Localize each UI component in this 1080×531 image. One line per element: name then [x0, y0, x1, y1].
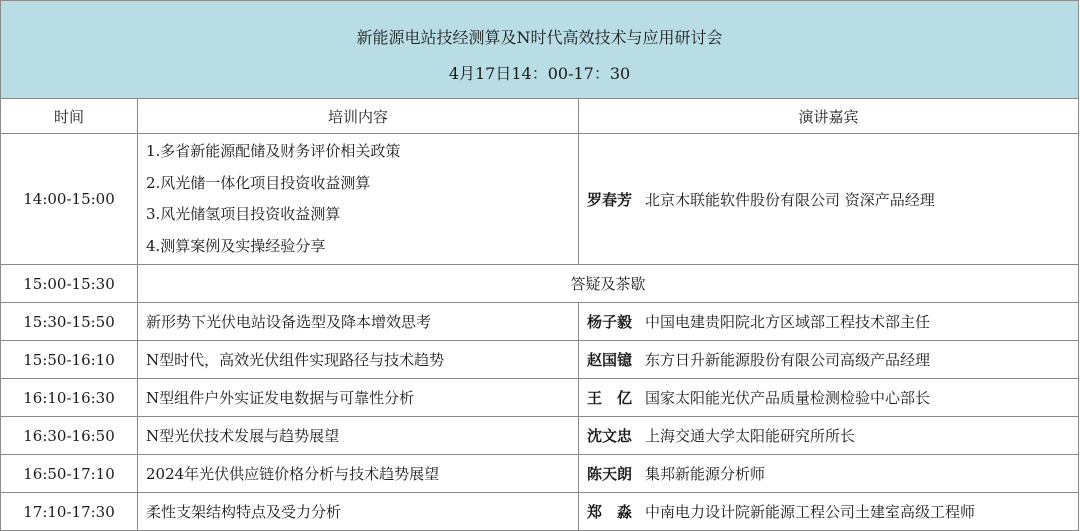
session-time: 16:50-17:10	[1, 455, 138, 493]
agenda-header	[1, 1, 1079, 99]
session-speaker	[579, 417, 1079, 455]
session-content: 新形势下光伏电站设备选型及降本增效思考	[138, 303, 579, 341]
speaker-name: 赵国镱	[587, 351, 633, 369]
table-row	[1, 417, 1079, 455]
content-item: 3.风光储氢项目投资收益测算	[146, 205, 341, 223]
speaker-title: 集邦新能源分析师	[645, 465, 766, 483]
speaker-title: 东方日升新能源股份有限公司高级产品经理	[645, 351, 931, 369]
session-time: 16:10-16:30	[1, 379, 138, 417]
session-time: 16:30-16:50	[1, 417, 138, 455]
table-row	[1, 379, 1079, 417]
session-speaker	[579, 379, 1079, 417]
session-content: 柔性支架结构特点及受力分析	[138, 493, 579, 531]
table-row	[1, 455, 1079, 493]
table-row	[1, 493, 1079, 531]
column-header-speaker: 演讲嘉宾	[579, 99, 1079, 134]
speaker-name: 杨子毅	[587, 313, 633, 331]
speaker-title: 中南电力设计院新能源工程公司土建室高级工程师	[645, 503, 976, 521]
session-speaker	[579, 493, 1079, 531]
content-item: 2.风光储一体化项目投资收益测算	[146, 173, 371, 192]
session-speaker	[579, 455, 1079, 493]
column-header-row	[1, 99, 1079, 134]
content-item: 4.测算案例及实操经验分享	[146, 236, 326, 255]
content-item: 1.多省新能源配储及财务评价相关政策	[146, 142, 401, 160]
speaker-name: 郑 淼	[587, 503, 633, 521]
break-label: 答疑及茶歇	[138, 265, 1079, 303]
column-header-time: 时间	[1, 99, 138, 134]
speaker-title: 上海交通大学太阳能研究所所长	[645, 427, 856, 445]
session-time: 15:00-15:30	[1, 265, 138, 303]
session-time: 15:50-16:10	[1, 341, 138, 379]
agenda-header-row	[1, 1, 1079, 99]
speaker-title: 中国电建贵阳院北方区域部工程技术部主任	[645, 313, 931, 331]
speaker-title: 北京木联能软件股份有限公司 资深产品经理	[645, 190, 935, 209]
session-content: N型时代，高效光伏组件实现路径与技术趋势	[138, 341, 579, 379]
session-speaker	[579, 341, 1079, 379]
table-row	[1, 265, 1079, 303]
speaker-name: 陈天朗	[587, 465, 633, 483]
table-row	[1, 303, 1079, 341]
session-time: 17:10-17:30	[1, 493, 138, 531]
speaker-title: 国家太阳能光伏产品质量检测检验中心部长	[645, 389, 931, 407]
session-content: N型光伏技术发展与趋势展望	[138, 417, 579, 455]
table-row	[1, 134, 1079, 265]
speaker-name: 王 亿	[587, 389, 633, 407]
speaker-name: 罗春芳	[587, 190, 633, 209]
session-time: 15:30-15:50	[1, 303, 138, 341]
table-row	[1, 341, 1079, 379]
session-speaker	[579, 303, 1079, 341]
session-content	[138, 134, 579, 265]
session-time: 14:00-15:00	[1, 134, 138, 265]
event-datetime: 4月17日14：00-17：30	[448, 63, 631, 83]
event-title: 新能源电站技经测算及N时代高效技术与应用研讨会	[356, 27, 723, 47]
session-speaker	[579, 134, 1079, 265]
session-content: N型组件户外实证发电数据与可靠性分析	[138, 379, 579, 417]
column-header-content: 培训内容	[138, 99, 579, 134]
speaker-name: 沈文忠	[587, 427, 633, 445]
session-content: 2024年光伏供应链价格分析与技术趋势展望	[138, 455, 579, 493]
